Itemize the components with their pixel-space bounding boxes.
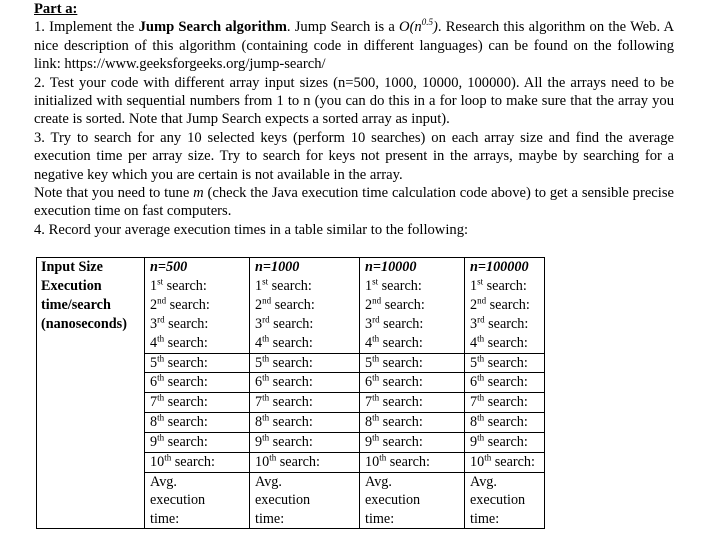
ordinal-number: 1 bbox=[255, 277, 263, 294]
search-word: search: bbox=[382, 374, 423, 391]
search-cell-n10000-5 bbox=[360, 353, 465, 373]
ordinal-suffix: th bbox=[477, 352, 485, 363]
ordinal-suffix: th bbox=[372, 332, 380, 343]
search-word: search: bbox=[487, 434, 528, 451]
search-word: search: bbox=[486, 277, 527, 294]
ordinal-number: 2 bbox=[365, 296, 373, 313]
search-cell-n100000-1 bbox=[465, 277, 545, 296]
search-word: search: bbox=[382, 394, 423, 411]
search-cell-n500-3 bbox=[145, 315, 250, 334]
ordinal-suffix: th bbox=[262, 412, 270, 423]
ordinal-suffix: st bbox=[477, 276, 484, 287]
note-variable-m: m bbox=[193, 185, 204, 202]
search-cell-n1000-3 bbox=[250, 315, 360, 334]
item-1-text-c: . Research this algorithm on the Web. A nice description of this algorithm (containing code in different languages) can be found on the following link: https://www.geeksforgeeks.org/jump-search/ bbox=[34, 19, 675, 73]
row-label-cell bbox=[37, 472, 145, 528]
search-cell-n10000-4 bbox=[360, 334, 465, 353]
row-label-cell bbox=[37, 334, 145, 353]
search-word: search: bbox=[272, 394, 313, 411]
row-label-cell bbox=[37, 296, 145, 315]
row-label-text: Execution bbox=[41, 277, 102, 294]
search-word: search: bbox=[167, 414, 208, 431]
average-label-line: execution bbox=[470, 492, 526, 509]
average-label-line: Avg. bbox=[470, 473, 497, 490]
ordinal-number: 9 bbox=[470, 434, 478, 451]
item-3-text: Try to search for any 10 selected keys (perform 10 searches) on each array size and find the average execution time per array size. Try to search for keys not present in the arrays, maybe by searching for a negative key which you are certain is not available in the array. bbox=[34, 129, 674, 183]
search-word: search: bbox=[174, 454, 215, 471]
ordinal-suffix: th bbox=[484, 452, 492, 463]
average-label-line: execution bbox=[365, 492, 421, 509]
search-word: search: bbox=[272, 414, 313, 431]
item-4 bbox=[34, 221, 674, 239]
ordinal-suffix: th bbox=[157, 372, 165, 383]
search-word: search: bbox=[273, 315, 314, 332]
search-word: search: bbox=[167, 354, 208, 371]
search-cell-n100000-6 bbox=[465, 373, 545, 393]
search-cell-n10000-2 bbox=[360, 296, 465, 315]
search-cell-n100000-9 bbox=[465, 433, 545, 453]
search-cell-n100000-8 bbox=[465, 413, 545, 433]
search-cell-n10000-6 bbox=[360, 373, 465, 393]
ordinal-number: 7 bbox=[365, 394, 373, 411]
search-cell-n1000-9 bbox=[250, 433, 360, 453]
item-4-number: 4. bbox=[34, 221, 45, 238]
average-label-line: time: bbox=[470, 510, 500, 527]
search-word: search: bbox=[274, 296, 315, 313]
ordinal-suffix: th bbox=[269, 452, 277, 463]
ordinal-suffix: th bbox=[157, 332, 165, 343]
item-2 bbox=[34, 74, 674, 129]
ordinal-suffix: st bbox=[262, 276, 269, 287]
ordinal-suffix: th bbox=[262, 432, 270, 443]
search-cell-n500-8 bbox=[145, 413, 250, 433]
assignment-document bbox=[34, 0, 674, 239]
ordinal-suffix: nd bbox=[372, 295, 382, 306]
ordinal-number: 10 bbox=[150, 454, 165, 471]
ordinal-number: 2 bbox=[255, 296, 263, 313]
average-label-line: execution bbox=[255, 492, 311, 509]
search-cell-n1000-1 bbox=[250, 277, 360, 296]
search-word: search: bbox=[383, 315, 424, 332]
ordinal-number: 4 bbox=[470, 334, 478, 351]
ordinal-number: 3 bbox=[470, 315, 478, 332]
note-text-a: Note that you need to tune bbox=[34, 185, 194, 202]
search-word: search: bbox=[487, 354, 528, 371]
table-header-row bbox=[37, 258, 545, 277]
ordinal-suffix: th bbox=[262, 332, 270, 343]
note-text-b: (check the Java execution time calculation code above) to get a sensible precise execution time on fast computers. bbox=[34, 185, 674, 220]
search-cell-n10000-1 bbox=[360, 277, 465, 296]
table-row bbox=[37, 277, 545, 296]
ordinal-number: 6 bbox=[470, 374, 478, 391]
jump-search-term: Jump Search algorithm bbox=[138, 19, 287, 36]
search-word: search: bbox=[272, 334, 313, 351]
ordinal-number: 1 bbox=[365, 277, 373, 294]
average-label-line: Avg. bbox=[365, 473, 392, 490]
execution-time-table bbox=[36, 257, 545, 529]
row-label-cell bbox=[37, 393, 145, 413]
search-cell-n1000-5 bbox=[250, 353, 360, 373]
search-word: search: bbox=[382, 354, 423, 371]
ordinal-suffix: th bbox=[262, 372, 270, 383]
table-row bbox=[37, 413, 545, 433]
ordinal-suffix: th bbox=[379, 452, 387, 463]
ordinal-suffix: th bbox=[157, 352, 165, 363]
item-4-text: Record your average execution times in a table similar to the following: bbox=[44, 221, 469, 238]
ordinal-number: 8 bbox=[365, 414, 373, 431]
average-cell-n10000 bbox=[360, 472, 465, 528]
ordinal-number: 5 bbox=[255, 354, 263, 371]
ordinal-suffix: nd bbox=[262, 295, 272, 306]
ordinal-number: 5 bbox=[150, 354, 158, 371]
column-header-n1000: n=1000 bbox=[250, 258, 360, 277]
search-cell-n10000-8 bbox=[360, 413, 465, 433]
ordinal-number: 9 bbox=[150, 434, 158, 451]
row-label-text: time/search bbox=[41, 296, 111, 313]
search-word: search: bbox=[272, 374, 313, 391]
search-word: search: bbox=[487, 394, 528, 411]
ordinal-suffix: th bbox=[372, 352, 380, 363]
ordinal-number: 10 bbox=[255, 454, 270, 471]
ordinal-number: 6 bbox=[150, 374, 158, 391]
table-row bbox=[37, 393, 545, 413]
search-word: search: bbox=[382, 334, 423, 351]
item-1-text-a: Implement the bbox=[44, 19, 139, 36]
search-cell-n10000-9 bbox=[360, 433, 465, 453]
ordinal-suffix: st bbox=[372, 276, 379, 287]
ordinal-number: 3 bbox=[255, 315, 263, 332]
search-word: search: bbox=[167, 374, 208, 391]
search-word: search: bbox=[494, 454, 535, 471]
ordinal-number: 1 bbox=[150, 277, 158, 294]
search-cell-n100000-3 bbox=[465, 315, 545, 334]
ordinal-number: 7 bbox=[470, 394, 478, 411]
search-cell-n100000-7 bbox=[465, 393, 545, 413]
search-cell-n1000-2 bbox=[250, 296, 360, 315]
item-1 bbox=[34, 18, 674, 73]
item-1-number: 1. bbox=[34, 19, 45, 36]
search-word: search: bbox=[167, 334, 208, 351]
table-row bbox=[37, 433, 545, 453]
ordinal-suffix: rd bbox=[477, 313, 485, 324]
complexity-close: ) bbox=[432, 19, 438, 36]
ordinal-number: 4 bbox=[255, 334, 263, 351]
average-label-line: execution bbox=[150, 492, 206, 509]
ordinal-suffix: th bbox=[477, 332, 485, 343]
search-cell-n500-4 bbox=[145, 334, 250, 353]
search-cell-n10000-7 bbox=[360, 393, 465, 413]
search-cell-n100000-5 bbox=[465, 353, 545, 373]
search-cell-n1000-6 bbox=[250, 373, 360, 393]
table-row bbox=[37, 296, 545, 315]
part-title: Part a: bbox=[34, 1, 78, 17]
ordinal-number: 7 bbox=[150, 394, 158, 411]
ordinal-number: 3 bbox=[150, 315, 158, 332]
average-cell-n100000 bbox=[465, 472, 545, 528]
table-row bbox=[37, 315, 545, 334]
average-cell-n500 bbox=[145, 472, 250, 528]
search-cell-n100000-4 bbox=[465, 334, 545, 353]
table-row bbox=[37, 373, 545, 393]
search-cell-n500-1 bbox=[145, 277, 250, 296]
ordinal-number: 3 bbox=[365, 315, 373, 332]
search-cell-n1000-4 bbox=[250, 334, 360, 353]
search-word: search: bbox=[168, 315, 209, 332]
row-label-cell bbox=[37, 373, 145, 393]
ordinal-number: 5 bbox=[365, 354, 373, 371]
note bbox=[34, 184, 674, 221]
search-word: search: bbox=[487, 334, 528, 351]
complexity-exponent: 0.5 bbox=[421, 17, 433, 28]
ordinal-number: 9 bbox=[365, 434, 373, 451]
table-row bbox=[37, 453, 545, 473]
ordinal-suffix: rd bbox=[262, 313, 270, 324]
ordinal-suffix: th bbox=[157, 412, 165, 423]
search-cell-n100000-2 bbox=[465, 296, 545, 315]
average-label-line: Avg. bbox=[255, 473, 282, 490]
search-word: search: bbox=[272, 434, 313, 451]
search-word: search: bbox=[166, 277, 207, 294]
ordinal-number: 2 bbox=[470, 296, 478, 313]
search-cell-n500-10 bbox=[145, 453, 250, 473]
row-label-cell bbox=[37, 433, 145, 453]
search-word: search: bbox=[272, 354, 313, 371]
search-word: search: bbox=[487, 414, 528, 431]
average-row bbox=[37, 472, 545, 528]
search-word: search: bbox=[167, 434, 208, 451]
ordinal-number: 4 bbox=[150, 334, 158, 351]
column-header-n100000: n=100000 bbox=[465, 258, 545, 277]
row-label-input-size: Input Size bbox=[37, 258, 145, 277]
search-word: search: bbox=[382, 414, 423, 431]
search-cell-n10000-10 bbox=[360, 453, 465, 473]
ordinal-suffix: th bbox=[477, 372, 485, 383]
ordinal-suffix: th bbox=[157, 392, 165, 403]
ordinal-suffix: th bbox=[477, 392, 485, 403]
search-word: search: bbox=[488, 315, 529, 332]
search-word: search: bbox=[279, 454, 320, 471]
ordinal-suffix: th bbox=[372, 392, 380, 403]
row-label-cell bbox=[37, 453, 145, 473]
ordinal-suffix: th bbox=[372, 432, 380, 443]
row-label-cell bbox=[37, 315, 145, 334]
search-cell-n1000-10 bbox=[250, 453, 360, 473]
column-header-n10000: n=10000 bbox=[360, 258, 465, 277]
item-1-text-b: . Jump Search is a bbox=[286, 19, 400, 36]
item-3 bbox=[34, 129, 674, 184]
ordinal-suffix: th bbox=[372, 372, 380, 383]
search-cell-n1000-8 bbox=[250, 413, 360, 433]
search-cell-n10000-3 bbox=[360, 315, 465, 334]
row-label-cell bbox=[37, 353, 145, 373]
ordinal-number: 6 bbox=[255, 374, 263, 391]
ordinal-suffix: th bbox=[477, 432, 485, 443]
complexity-notation bbox=[399, 19, 438, 35]
ordinal-number: 1 bbox=[470, 277, 478, 294]
search-cell-n500-9 bbox=[145, 433, 250, 453]
ordinal-suffix: nd bbox=[157, 295, 167, 306]
ordinal-number: 8 bbox=[150, 414, 158, 431]
ordinal-number: 4 bbox=[365, 334, 373, 351]
search-word: search: bbox=[382, 434, 423, 451]
item-2-number: 2. bbox=[34, 74, 45, 91]
column-header-n500: n=500 bbox=[145, 258, 250, 277]
ordinal-number: 5 bbox=[470, 354, 478, 371]
complexity-base: O(n bbox=[399, 19, 422, 36]
search-cell-n500-5 bbox=[145, 353, 250, 373]
table-row bbox=[37, 334, 545, 353]
ordinal-suffix: th bbox=[372, 412, 380, 423]
search-word: search: bbox=[381, 277, 422, 294]
ordinal-number: 7 bbox=[255, 394, 263, 411]
item-2-text: Test your code with different array input sizes (n=500, 1000, 10000, 100000). All the arrays need to be initialized with sequential numbers from 1 to n (you can do this in a for loop to make sure that the array you create is sorted. Note that Jump Search expects a sorted array as input). bbox=[34, 74, 674, 128]
item-3-number: 3. bbox=[34, 129, 45, 146]
search-cell-n100000-10 bbox=[465, 453, 545, 473]
search-word: search: bbox=[169, 296, 210, 313]
search-cell-n500-6 bbox=[145, 373, 250, 393]
ordinal-suffix: th bbox=[477, 412, 485, 423]
ordinal-suffix: rd bbox=[157, 313, 165, 324]
average-label-line: time: bbox=[365, 510, 395, 527]
ordinal-number: 10 bbox=[365, 454, 380, 471]
search-cell-n1000-7 bbox=[250, 393, 360, 413]
search-word: search: bbox=[487, 374, 528, 391]
ordinal-suffix: th bbox=[262, 352, 270, 363]
ordinal-suffix: th bbox=[164, 452, 172, 463]
search-word: search: bbox=[167, 394, 208, 411]
search-cell-n500-2 bbox=[145, 296, 250, 315]
average-label-line: Avg. bbox=[150, 473, 177, 490]
average-cell-n1000 bbox=[250, 472, 360, 528]
ordinal-suffix: rd bbox=[372, 313, 380, 324]
ordinal-suffix: nd bbox=[477, 295, 487, 306]
row-label-cell bbox=[37, 413, 145, 433]
row-label-text: (nanoseconds) bbox=[41, 315, 127, 332]
ordinal-number: 9 bbox=[255, 434, 263, 451]
average-label-line: time: bbox=[150, 510, 180, 527]
ordinal-number: 10 bbox=[470, 454, 485, 471]
search-word: search: bbox=[489, 296, 530, 313]
search-word: search: bbox=[271, 277, 312, 294]
ordinal-number: 8 bbox=[470, 414, 478, 431]
ordinal-suffix: th bbox=[157, 432, 165, 443]
ordinal-number: 2 bbox=[150, 296, 158, 313]
average-label-line: time: bbox=[255, 510, 285, 527]
search-word: search: bbox=[389, 454, 430, 471]
ordinal-suffix: st bbox=[157, 276, 164, 287]
search-cell-n500-7 bbox=[145, 393, 250, 413]
table-row bbox=[37, 353, 545, 373]
search-word: search: bbox=[384, 296, 425, 313]
ordinal-suffix: th bbox=[262, 392, 270, 403]
row-label-cell bbox=[37, 277, 145, 296]
ordinal-number: 8 bbox=[255, 414, 263, 431]
ordinal-number: 6 bbox=[365, 374, 373, 391]
